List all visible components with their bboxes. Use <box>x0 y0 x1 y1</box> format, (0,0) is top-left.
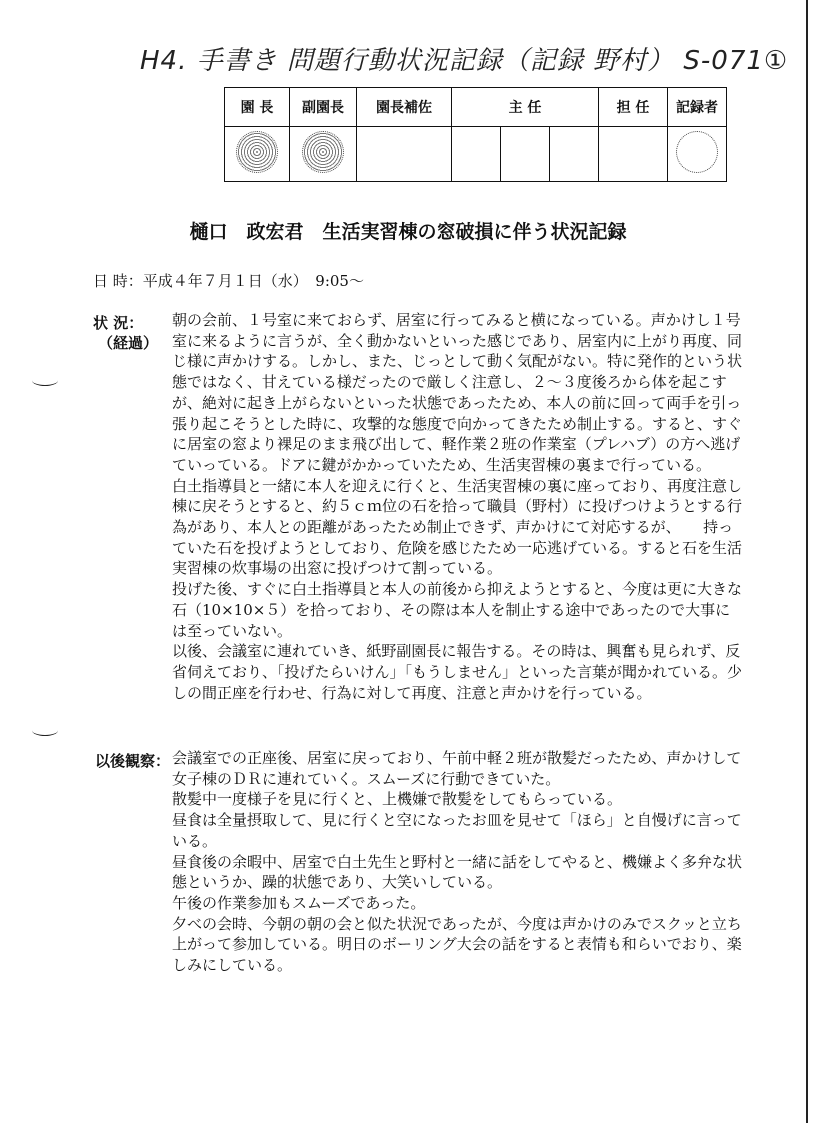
situation-paragraph: 投げた後、すぐに白土指導員と本人の前後から抑えようとすると、今度は更に大きな石（10×10×５）を拾っており、その際は本人を制止する途中であったので大事には至っていない。 <box>172 580 743 640</box>
page-edge <box>806 0 816 1123</box>
situation-body <box>172 310 744 703</box>
stamp-cell-vice-director <box>290 127 357 182</box>
binder-hole-mark <box>32 375 58 386</box>
follow-up-paragraph: 散髪中一度様子を見に行くと、上機嫌で散髪をしてもらっている。 <box>172 790 623 809</box>
situation-label: 状 況： <box>93 314 144 332</box>
follow-up-label: 以後観察： <box>95 752 171 770</box>
follow-up-paragraph: 昼食後の余暇中、居室で白土先生と野村と一緒に話をしてやると、機嫌よく多弁な状態というか、躁的状態であり、大笑いしている。 <box>172 852 743 892</box>
stamp-cell-assistant <box>357 127 452 182</box>
recorder-seal <box>676 131 718 173</box>
stamp-cell-homeroom <box>599 127 668 182</box>
director-seal <box>236 131 278 173</box>
date-line: 日 時：平成４年７月１日（水） 9:05〜 <box>93 272 364 290</box>
header-assistant: 園長補佐 <box>357 88 452 127</box>
follow-up-body <box>172 748 744 976</box>
stamp-cell-director <box>225 127 290 182</box>
document-title: 樋口 政宏君 生活実習棟の窓破損に伴う状況記録 <box>189 221 627 243</box>
header-chief: 主 任 <box>452 88 599 127</box>
approval-stamp-table <box>224 87 727 182</box>
stamp-cell-chief-3 <box>550 127 599 182</box>
situation-paragraph: 朝の会前、１号室に来ておらず、居室に行ってみると横になっている。声かけし１号室に来るように言うが、全く動かないといった感じであり、居室内に上がり再度、同じ様に声かけする。しかし、また、じっとして動く気配がない。特に発作的という状態ではなく、甘えている様だったので厳しく注意し、２〜３度後ろから体を起こすが、絶対に起き上がらないといった状態であったため、本人の前に回って両手を引っ張り起こそうとした時に、攻撃的な態度で向かってきたため制止する。すると、すぐに居室の窓より裸足のまま飛び出して、軽作業２班の作業室（プレハブ）の方へ逃げていっている。ドアに鍵がかかっていたため、生活実習棟の裏まで行っている。 <box>172 311 743 474</box>
follow-up-paragraph: 夕べの会時、今朝の朝の会と似た状況であったが、今度は声かけのみでスクッと立ち上がって参加している。明日のボーリング大会の話をすると表情も和らいでおり、楽しみにしている。 <box>172 914 742 975</box>
situation-paragraph: 以後、会議室に連れていき、紙野副園長に報告する。その時は、興奮も見られず、反省伺えており、「投げたらいけん」「もうしません」といった言葉が聞かれている。少しの間正座を行わせ、行為に対して再度、注意と声かけを行っている。 <box>172 642 743 702</box>
stamp-cell-chief-2 <box>501 127 550 182</box>
header-director: 園 長 <box>225 88 290 127</box>
stamp-cell-recorder <box>668 127 727 182</box>
situation-paragraph: 白土指導員と一緒に本人を迎えに行くと、生活実習棟の裏に座っており、再度注意し棟に戻そうとすると、約５ｃｍ位の石を拾って職員（野村）に投げつけようとする行為があり、本人との距離があったため制止できず、声かけにて対応するが、 持っていた石を投げようとしており、危険を感じたため一応逃げている。すると石を生活実習棟の炊事場の出窓に投げつけて割っている。 <box>172 476 743 578</box>
situation-sublabel: （経過） <box>98 334 159 352</box>
header-homeroom: 担 任 <box>599 88 668 127</box>
header-recorder: 記録者 <box>668 88 727 127</box>
handwritten-header: H4. 手書き 問題行動状況記録（記録 野村） S-071① <box>140 46 789 76</box>
follow-up-paragraph: 昼食は全量摂取して、見に行くと空になったお皿を見せて「ほら」と自慢げに言っている。 <box>172 811 742 850</box>
follow-up-paragraph: 会議室での正座後、居室に戻っており、午前中軽２班が散髪だったため、声かけして女子棟のＤＲに連れていく。スムーズに行動できていた。 <box>172 749 742 788</box>
follow-up-paragraph: 午後の作業参加もスムーズであった。 <box>172 893 426 912</box>
stamp-cell-chief-1 <box>452 127 501 182</box>
header-vice-director: 副園長 <box>290 88 357 127</box>
binder-hole-mark <box>32 725 58 736</box>
vice-director-seal <box>302 131 344 173</box>
